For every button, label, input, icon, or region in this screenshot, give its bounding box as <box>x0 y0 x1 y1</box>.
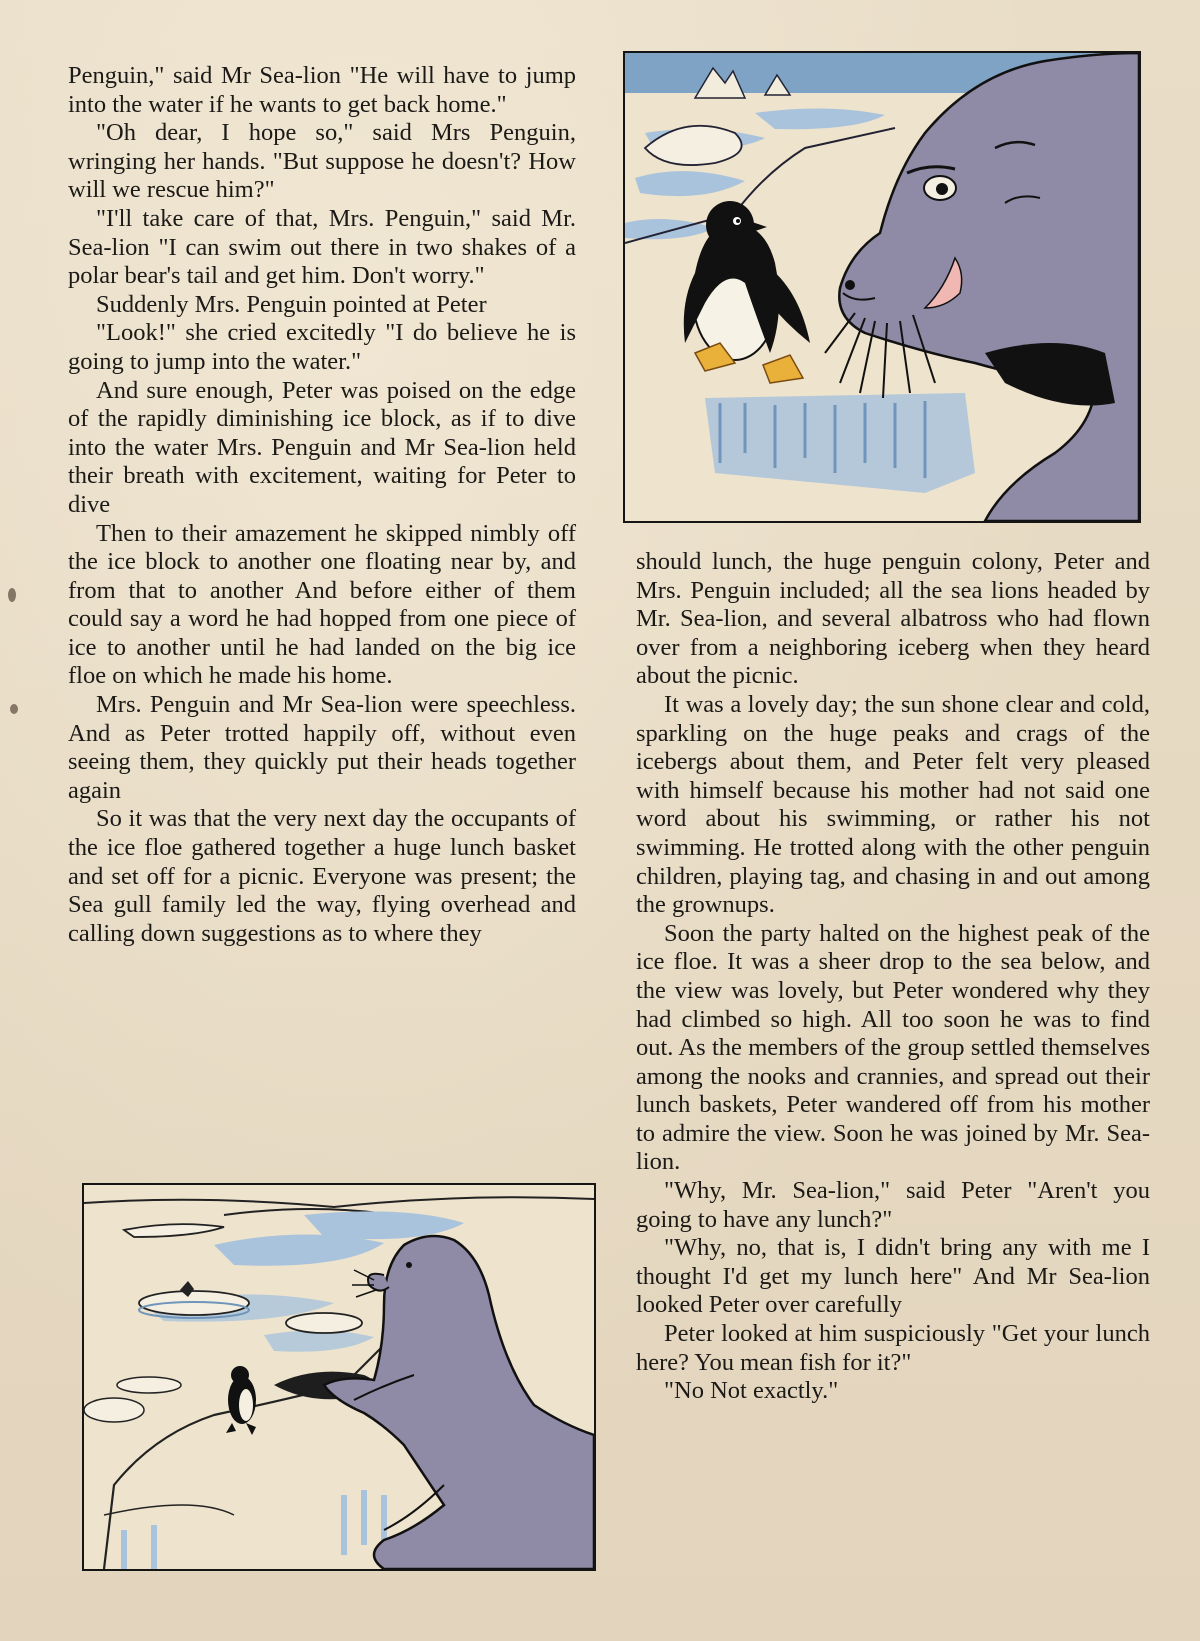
paragraph: "No Not exactly." <box>664 1377 839 1405</box>
sea-lion-face-and-penguin-icon <box>625 53 1139 521</box>
illustration-top <box>623 51 1141 523</box>
sea-lion-on-ice-floe-icon <box>84 1185 594 1569</box>
paragraph: "Look!" she cried excitedly "I do believe he is going to jump into the water." <box>68 319 576 375</box>
paragraph: It was a lovely day; the sun shone clear and cold, sparkling on the huge peaks and crags of the icebergs about them, and Peter felt very pleased with himself because his mother had not said one word about his swimming, or rather his not swimming. He trotted along with the other penguin children, playing tag, and chasing in and out among the grownups. <box>636 690 1150 919</box>
paragraph: "Why, no, that is, I didn't bring any with me I thought I'd get my lunch here" And Mr Sea-lion looked Peter over carefully <box>636 1234 1150 1319</box>
paragraph: Soon the party halted on the highest peak of the ice floe. It was a sheer drop to the sea below, and the view was lovely, but Peter wondered why they had climbed so high. All too soon he was to find out. As the members of the group settled themselves among the nooks and crannies, and spread out their lunch baskets, Peter wandered off from his mother to admire the view. Soon he was joined by Mr. Sea-lion. <box>636 919 1150 1176</box>
left-text-column <box>68 62 576 948</box>
paragraph: Then to their amazement he skipped nimbly off the ice block to another one floating near by, and from that to another And before either of them could say a word he had hopped from one piece of ice to another until he had landed on the big ice floe on which he made his home. <box>68 519 576 690</box>
page-smudge <box>8 588 16 602</box>
paragraph: "Oh dear, I hope so," said Mrs Penguin, wringing her hands. "But suppose he doesn't? How will we rescue him?" <box>68 119 576 204</box>
paragraph: Suddenly Mrs. Penguin pointed at Peter <box>96 290 487 318</box>
paragraph: "I'll take care of that, Mrs. Penguin," said Mr. Sea-lion "I can swim out there in two shakes of a polar bear's tail and get him. Don't worry." <box>68 204 576 290</box>
paragraph: So it was that the very next day the occupants of the ice floe gathered together a huge lunch basket and set off for a picnic. Everyone was present; the Sea gull family led the way, flying overhead and calling down suggestions as to where they <box>68 805 576 947</box>
paragraph: Mrs. Penguin and Mr Sea-lion were speechless. And as Peter trotted happily off, without even seeing them, they quickly put their heads together again <box>68 691 576 804</box>
illustration-bottom <box>82 1183 596 1571</box>
paragraph: And sure enough, Peter was poised on the edge of the rapidly diminishing ice block, as if to dive into the water Mrs. Penguin and Mr Sea-lion held their breath with excitement, waiting for Peter to dive <box>68 376 576 518</box>
paragraph: "Why, Mr. Sea-lion," said Peter "Aren't you going to have any lunch?" <box>636 1177 1150 1233</box>
page-smudge <box>10 704 18 714</box>
paragraph: Peter looked at him suspiciously "Get your lunch here? You mean fish for it?" <box>636 1320 1150 1376</box>
right-text-column <box>636 548 1150 1406</box>
paragraph: should lunch, the huge penguin colony, Peter and Mrs. Penguin included; all the sea lions headed by Mr. Sea-lion, and several albatross who had flown over from a neighboring iceberg when they heard about the picnic. <box>636 548 1150 690</box>
paragraph: Penguin," said Mr Sea-lion "He will have to jump into the water if he wants to get back home." <box>68 62 576 118</box>
